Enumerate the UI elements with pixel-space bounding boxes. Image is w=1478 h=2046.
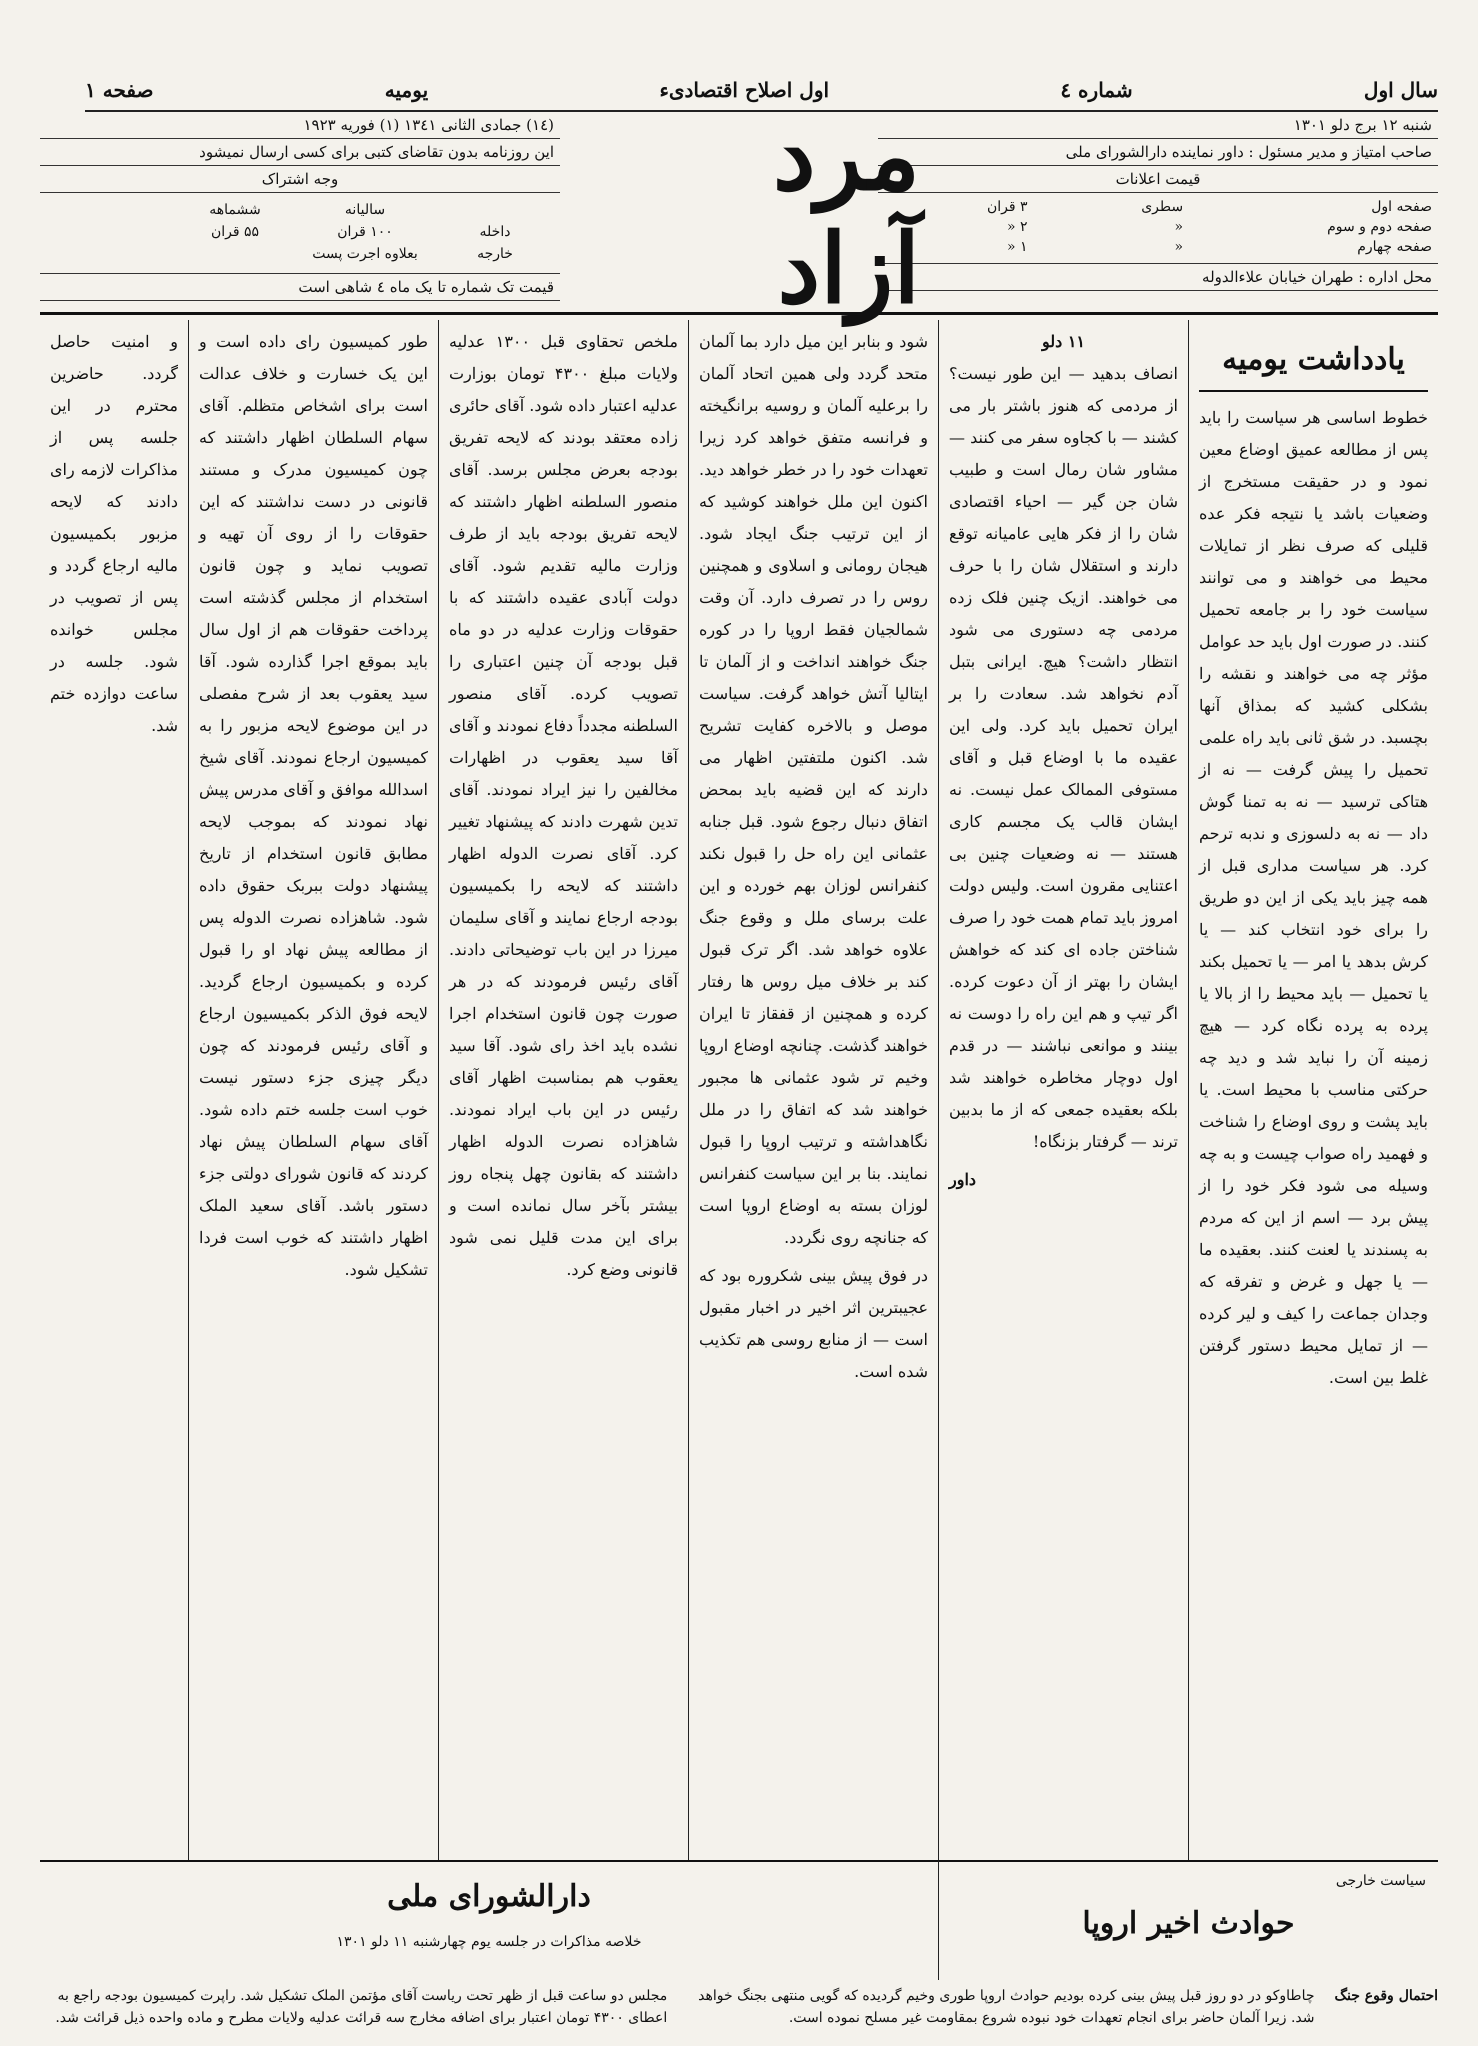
single-issue-price: قیمت تک شماره تا یک ماه ٤ شاهی است	[40, 273, 560, 301]
motto: اول اصلاح اقتصادیء	[659, 78, 830, 102]
price-cell: صفحه چهارم	[1357, 239, 1432, 255]
majlis-subtitle: خلاصه مذاکرات در جلسه یوم چهارشنبه ۱۱ دلو ۱۳۰۱	[336, 1934, 642, 1950]
column-two	[938, 320, 1188, 1860]
header-right-block	[878, 112, 1438, 312]
subs-cell	[40, 199, 170, 221]
masthead-header	[40, 99, 1438, 325]
price-cell: صفحه اول	[1371, 199, 1432, 215]
majlis-text: مجلس دو ساعت قبل از ظهر تحت ریاست آقای مؤتمن الملک تشکیل شد. راپرت کمیسیون بودجه راجع به اعطای ۴۳۰۰ تومان اعتبار برای اضافه مخارج سه قرائت عدلیه ولایات مطرح و ماده واحده ذیل قرائت شد.	[55, 1988, 668, 2027]
subs-cell: ۵۵ قران	[210, 224, 260, 240]
subs-cell: ۱۰۰ قران	[337, 224, 393, 240]
column-five	[188, 320, 438, 1860]
column-six	[40, 320, 188, 1860]
issue-date: شنبه ۱۲ برج دلو ۱۳۰۱	[878, 112, 1438, 139]
subs-cell: بعلاوه اجرت پست	[312, 246, 418, 262]
majlis-section	[40, 1860, 938, 1980]
article-columns	[40, 320, 1438, 1980]
majlis-heading: دارالشورای ملی	[387, 1879, 591, 1914]
column-three-text: شود و بنابر این میل دارد بما آلمان متحد گردد ولی همین اتحاد آلمان را برعلیه آلمان و روسیه برانگیخته و فرانسه متفق خواهد کرد زیرا تعهدات خود را در خطر خواهد دید. اکنون این ملل خواهند کوشید که از این ترتیب جنگ ایجاد شود. هیجان رومانی و اسلاوی و همچنین روس را در تصرف دارد. آن وقت شمالجیان فقط اروپا را در کوره جنگ خواهند انداخت و از آلمان تا ایتالیا آتش خواهد گرفت. سیاست موصل و بالاخره کفایت تشریح شد. اکنون ملتفتین اظهار می دارند که این قضیه باید بمحض اتفاق دنبال رجوع شود. قبل جنابه عثمانی این راه حل را قبول نکند کنفرانس لوزان بهم خورده و این علت برسای ملل و وقوع جنگ علاوه خواهد شد. اگر ترک قبول کند بر خلاف میل روس ها رفتار کرده و همچنین از قفقاز تا ایران خواهند گذشت. چنانچه اوضاع اروپا وخیم تر شود عثمانی ها مجبور خواهند شد که اتفاق را در ملل نگاهداشته و ترتیب اروپا را قبول نمایند. بنا بر این سیاست کنفرانس لوزان بسته به اوضاع اروپا است که جنانچه روی نگردد.	[699, 332, 928, 1247]
year-label: سال اول	[1363, 78, 1438, 102]
subs-cell: خارجه	[477, 246, 513, 262]
price-cell: «	[1174, 239, 1184, 255]
daily-note-heading: یادداشت یومیه	[1199, 330, 1428, 392]
foreign-sub: احتمال وقوع جنگ	[1334, 1988, 1438, 2004]
column-three	[688, 320, 938, 1860]
ad-price-table	[878, 197, 1438, 257]
price-cell: سطری	[1141, 199, 1184, 215]
foreign-label: سیاست خارجی	[1335, 1873, 1426, 1889]
column-two-text: انصاف بدهید — این طور نیست؟ از مردمی که هنوز باشتر بار می کشند — با کجاوه سفر می کنند — مشاور شان رمال است و طبیب شان جن گیر — احیاء اقتصادی شان را از فکر هایی عامیانه توقع دارند و استقلال شان را با حرف می خواهند. ازیک چنین فلک زده مردمی چه دستوری می شود انتظار داشت؟ هیچ. ایرانی بتبل آدم نخواهد شد. سعادت را بر ایران تحمیل باید کرد. ولی این عقیده ما با اوضاع قبل و آقای مستوفی الممالک عمل نیست. نه ایشان قالب یک مجسم کاری هستند — نه وضعیات چنین بی اعتنایی مقرون است. ولیس دولت امروز باید تمام همت خود را صرف شناختن جاده ای کند که خواهش ایشان را بهتر از آن دعوت کرده. اگر تیپ و هم این راه را دوست نه بینند و موانعی نباشند — در قدم اول دوچار مخاطره خواهند شد بلکه بعقیده جمعی که از ما بدبین ترند — گرفتار بزنگاه!	[949, 364, 1178, 1151]
lower-articles	[40, 1985, 1438, 2035]
subs-cell	[40, 243, 170, 265]
price-cell: ۱ «	[1007, 239, 1028, 255]
column-three-news: در فوق پیش بینی شکروره بود که عجیبترین اثر اخیر در اخبار مقبول است — از منابع روسی هم تکذیب شده است.	[699, 1266, 928, 1381]
subs-cell: ششماهه	[209, 202, 261, 218]
subscription-title: وجه اشتراک	[40, 166, 560, 193]
price-title: قیمت اعلانات	[878, 166, 1438, 193]
foreign-policy-section	[938, 1860, 1438, 1980]
column-daily-note	[1188, 320, 1438, 1860]
office-address: محل اداره : طهران خیابان علاءالدوله	[878, 263, 1438, 291]
subs-cell: سالیانه	[344, 202, 386, 218]
column-four-text: ملخص تحقاوی قبل ۱۳۰۰ عدلیه ولایات مبلغ ۴۳۰۰ تومان بوزارت عدلیه اعتبار داده شود. آقای حائری زاده معتقد بودند که لایحه تفریق بودجه بعرض مجلس برسد. آقای منصور السلطنه اظهار داشتند که لایحه تفریق بودجه باید از طرف وزارت مالیه تقدیم شود. آقای دولت آبادی عقیده داشتند که با حقوقات وزارت عدلیه در دو ماه قبل بودجه آن چنین اعتباری را تصویب کرده. آقای منصور السلطنه مجدداً دفاع نمودند و آقای آقا سید یعقوب در اظهارات مخالفین را نیز ایراد نمودند. آقای تدین شهرت دادند که پیشنهاد تغییر کرد. آقای نصرت الدوله اظهار داشتند که لایحه را بکمیسیون بودجه ارجاع نمایند و آقای سلیمان میرزا در این باب توضیحاتی دادند. آقای رئیس فرمودند که در هر صورت چون قانون استخدام اجرا نشده باید اخذ رای شود. آقا سید یعقوب هم بمناسبت اظهار آقای رئیس در این باب ایراد نمودند. شاهزاده نصرت الدوله اظهار داشتند که بقانون چهل پنجاه روز بیشتر بآخر سال نمانده است و برای این مدت قلیل نمی شود قانونی وضع کرد.	[449, 332, 679, 1279]
price-cell: ۳ قران	[986, 199, 1028, 215]
foreign-text: چاطاوکو در دو روز قبل پیش بینی کرده بودیم حوادث اروپا طوری وخیم گردیده که گویی منتهی بجنگ خواهد شد. زیرا آلمان حاضر برای انجام تعهدات خود نبوده شروع بمقاومت غیر مسلح نموده است.	[698, 1988, 1315, 2027]
subs-cell	[430, 199, 560, 221]
price-cell: «	[1174, 219, 1184, 235]
subs-cell	[40, 221, 170, 243]
foreign-heading: حوادث اخیر اروپا	[1082, 1905, 1295, 1941]
issue-number: شماره ٤	[1060, 78, 1133, 102]
subs-cell: داخله	[479, 224, 511, 240]
subs-cell	[170, 243, 300, 265]
frequency-label: یومیه	[384, 78, 429, 102]
header-left-block	[40, 112, 560, 312]
column-six-text: و امنیت حاصل گردد. حاضرین محترم در این جلسه پس از مذاکرات لازمه رای دادند که لایحه مزبور بکمیسیون مالیه ارجاع گردد و پس از تصویب در مجلس خوانده شود. جلسه در ساعت دوازده ختم شد.	[50, 332, 178, 735]
daily-note-text: خطوط اساسی هر سیاست را باید پس از مطالعه عمیق اوضاع معین نمود و در حقیقت مستخرج از وضعیات باشد یا نتیجه فکر عده قلیلی که صرف نظر از تمایلات محیط می خواهند و می توانند سیاست خود را بر جامعه تحمیل کنند. در صورت اول باید حد عوامل مؤثر چه می خواهند و نقشه را بشکلی کشید که بمذاق آنها بچسبد. در شق ثانی باید راه علمی تحمیل را پیش گرفت — نه از هتاکی ترسید — نه به تمنا گوش داد — نه به دلسوزی و ندبه ترحم کرد. هر سیاست مداری قبل از همه چیز باید یکی از این دو طریق را برای خود انتخاب کند — یا کرش بدهد یا امر — یا تحمیل بکند یا تحمیل — باید محیط را از بالا یا پرده به پرده نگاه کرد — هیچ زمینه آن را نباید شد و دید چه حرکتی مناسب با محیط است. یا باید پشت و روی اوضاع را شناخت و فهمید راه صواب چیست و به چه وسیله می شود فکر خود را از پیش برد — اسم از این که مردم به پسندند یا لعنت کنند. بعقیده ما — یا جهل و غرض و تفرقه که وجدان جماعت را کیف و لیر کرده — از تمایل محیط دستور گرفتن غلط بین است.	[1199, 408, 1428, 1387]
page-number: صفحه ۱	[85, 78, 154, 102]
price-cell: صفحه دوم و سوم	[1327, 219, 1432, 235]
delivery-notice: این روزنامه بدون تقاضای کتبی برای کسی ارسال نمیشود	[40, 139, 560, 166]
subscription-table	[40, 199, 560, 265]
column-date: ۱۱ دلو	[1041, 332, 1086, 351]
newspaper-title: مرد آزاد	[772, 99, 920, 325]
hijri-date: (۱٤) جمادی الثانی ۱۳٤۱ (۱) فوریه ۱۹۲۳	[40, 112, 560, 139]
column-four	[438, 320, 688, 1860]
author-signature: داور	[949, 1170, 977, 1189]
price-cell: ۲ «	[1007, 219, 1028, 235]
owner-line: صاحب امتیاز و مدیر مسئول : داور نماینده دارالشورای ملی	[878, 139, 1438, 166]
column-five-text: طور کمیسیون رای داده است و این یک خسارت و خلاف عدالت است برای اشخاص متظلم. آقای سهام السلطان اظهار داشتند که چون کمیسیون مدرک و مستند قانونی در دست نداشتند که این حقوقات را از روی آن تهیه و تصویب نماید و چون قانون استخدام از مجلس گذشته است پرداخت حقوقات هم از اول سال باید بموقع اجرا گذارده شود. آقا سید یعقوب بعد از شرح مفصلی در این موضوع لایحه مزبور را به کمیسیون ارجاع نمودند. آقای شیخ اسدالله موافق و آقای مدرس پیش نهاد نمودند که بموجب لایحه مطابق قانون استخدام از تاریخ پیشنهاد دولت ببربک حقوق داده شود. شاهزاده نصرت الدوله پس از مطالعه پیش نهاد او را قبول کرده و بکمیسیون ارجاع گردید. لایحه فوق الذکر بکمیسیون ارجاع و آقای رئیس فرمودند که چون دیگر چیزی جزء دستور نیست خوب است جلسه ختم داده شود. آقای سهام السلطان پیش نهاد کردند که قانون شورای دولتی جزء دستور باشد. آقای سعید الملک اظهار داشتند که خوب است فردا تشکیل شود.	[199, 332, 428, 1279]
